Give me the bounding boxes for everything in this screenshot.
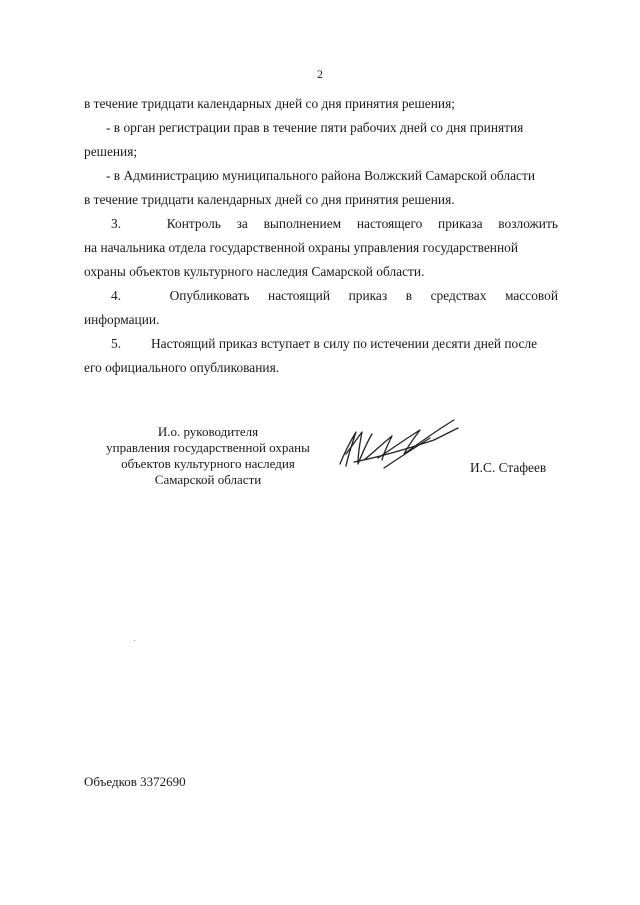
document-body bbox=[84, 92, 558, 380]
page-number: 2 bbox=[317, 67, 323, 81]
item-4-first-line bbox=[84, 284, 558, 308]
scan-speck bbox=[134, 640, 135, 641]
text-line: информации. bbox=[84, 312, 160, 327]
text-line: в течение тридцати календарных дней со дня принятия решения; bbox=[84, 96, 455, 111]
word: за bbox=[236, 216, 248, 231]
text: Настоящий приказ вступает в силу по истечении десяти дней после bbox=[151, 336, 538, 351]
word: возложить bbox=[498, 216, 558, 231]
signatory-title-line: И.о. руководителя bbox=[157, 424, 259, 439]
item-3-first-line bbox=[84, 212, 558, 236]
signatory-title-line: управления государственной охраны bbox=[106, 440, 310, 455]
word: в bbox=[405, 288, 413, 303]
word: приказа bbox=[438, 216, 483, 231]
signatory-title-line: Самарской области bbox=[154, 472, 262, 487]
text-line: решения; bbox=[84, 144, 138, 159]
item-number: 5. bbox=[111, 336, 122, 351]
signatory-name: И.С. Стафеев bbox=[470, 460, 547, 475]
handwritten-signature bbox=[334, 414, 464, 476]
list-item-registration: - в орган регистрации прав в течение пяти рабочих дней со дня принятия bbox=[106, 120, 524, 135]
text-line: в течение тридцати календарных дней со дня принятия решения. bbox=[84, 192, 455, 207]
word: выполнением bbox=[263, 216, 342, 231]
item-number: 3. bbox=[111, 216, 122, 231]
word: приказ bbox=[348, 288, 388, 303]
list-item-administration: - в Администрацию муниципального района Волжский Самарской области bbox=[106, 168, 535, 183]
word: Контроль bbox=[166, 216, 221, 231]
word: Опубликовать bbox=[169, 288, 250, 303]
word: массовой bbox=[504, 288, 558, 303]
item-number: 4. bbox=[111, 288, 122, 303]
word: настоящего bbox=[356, 216, 423, 231]
text-line: охраны объектов культурного наследия Самарской области. bbox=[84, 264, 425, 279]
text-line: его официального опубликования. bbox=[84, 360, 280, 375]
signatory-title-line: объектов культурного наследия bbox=[121, 456, 295, 471]
text-line: на начальника отдела государственной охраны управления государственной bbox=[84, 240, 518, 255]
signatory-title bbox=[84, 424, 332, 488]
word: настоящий bbox=[268, 288, 331, 303]
item-5-first-line bbox=[84, 332, 558, 356]
executor-info: Объедков 3372690 bbox=[84, 774, 186, 789]
word: средствах bbox=[430, 288, 487, 303]
